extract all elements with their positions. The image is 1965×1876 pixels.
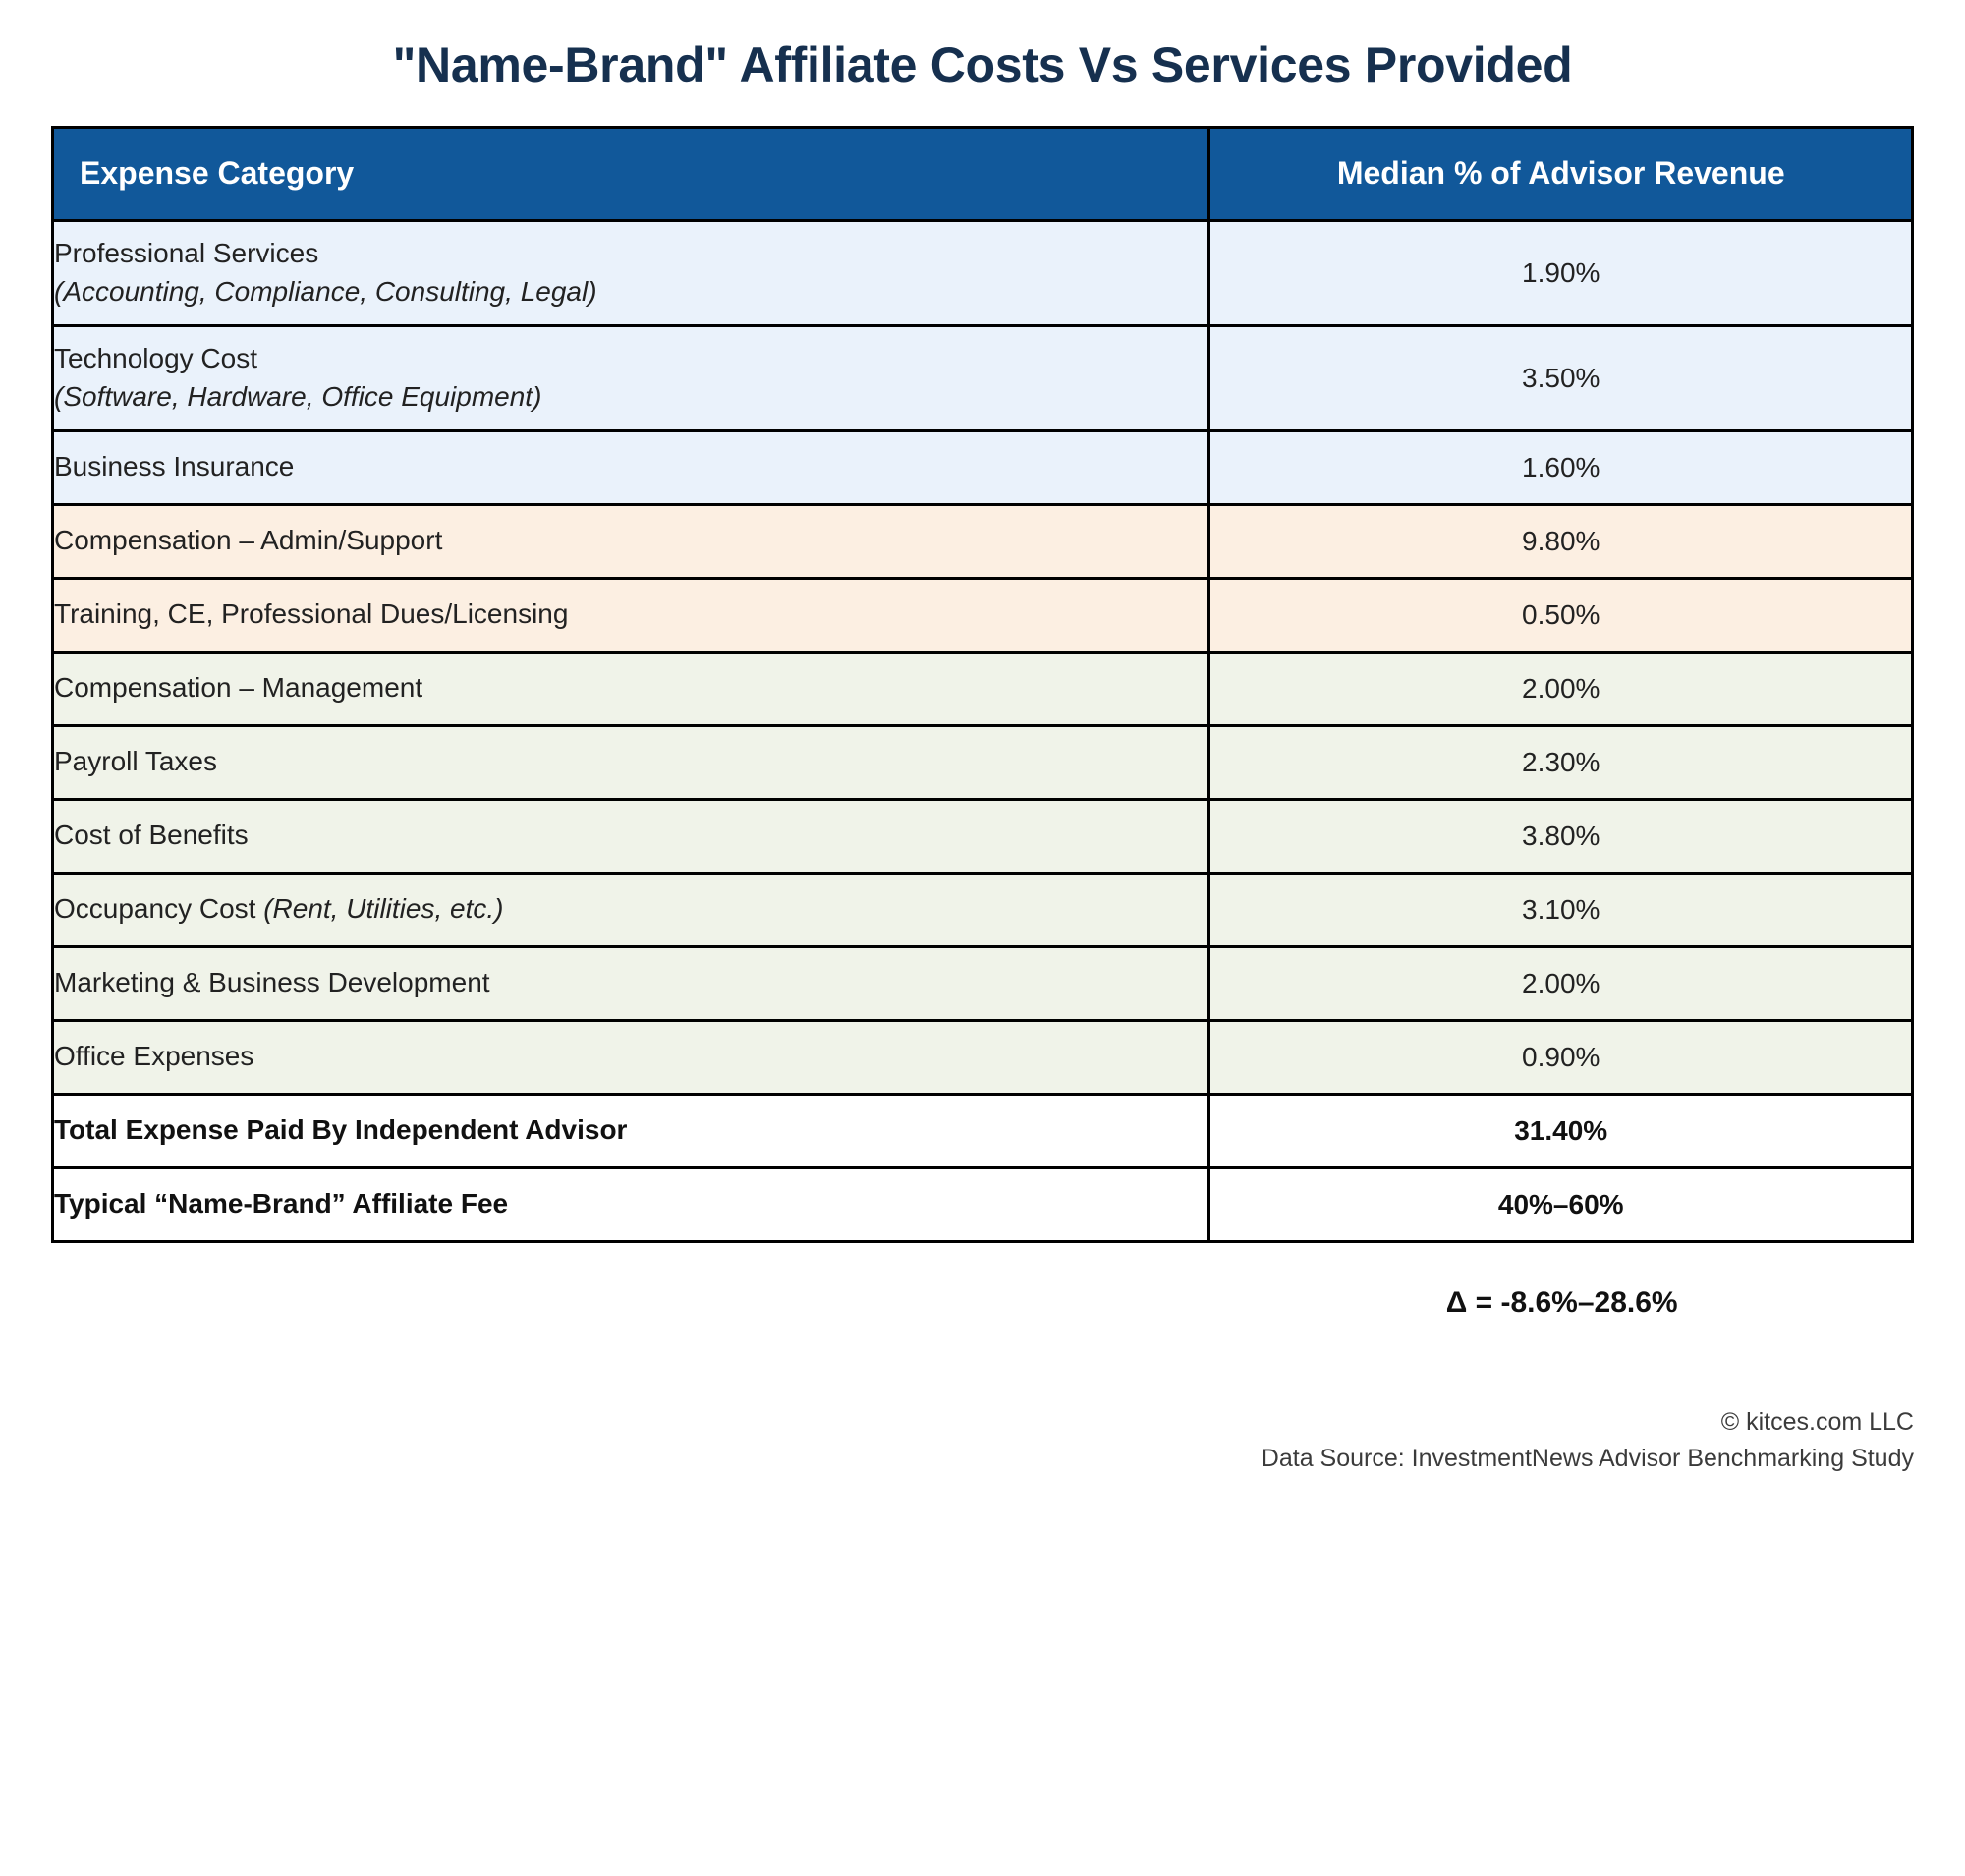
- cell-median-percent: 2.00%: [1209, 946, 1913, 1020]
- expense-category-name: Compensation – Admin/Support: [54, 525, 443, 556]
- cell-expense-category: [53, 799, 1209, 873]
- cell-median-percent: 0.50%: [1209, 578, 1913, 652]
- expense-category-detail: (Rent, Utilities, etc.): [263, 893, 504, 925]
- table-head: [53, 127, 1913, 220]
- table-row: [53, 504, 1913, 578]
- expense-category-name: Payroll Taxes: [54, 746, 218, 777]
- expense-category-name: Office Expenses: [54, 1041, 254, 1072]
- table-header-row: [53, 127, 1913, 220]
- column-header-expense-category-label: Expense Category: [80, 155, 355, 192]
- table-row: [53, 652, 1913, 725]
- table-row: [53, 325, 1913, 430]
- cell-expense-category: [53, 325, 1209, 430]
- table-row: [53, 725, 1913, 799]
- expense-category-detail: (Accounting, Compliance, Consulting, Legal): [54, 275, 597, 307]
- table-row: [53, 1167, 1913, 1241]
- cell-expense-category: [53, 578, 1209, 652]
- cost-table: [51, 126, 1914, 1243]
- cell-expense-category: [53, 430, 1209, 504]
- page-title: "Name-Brand" Affiliate Costs Vs Services Provided: [392, 37, 1573, 92]
- expense-category-name: Training, CE, Professional Dues/Licensing: [54, 598, 569, 630]
- table-row: [53, 220, 1913, 325]
- table-row: [53, 946, 1913, 1020]
- table-row: [53, 873, 1913, 946]
- expense-category-name: Technology Cost: [54, 343, 258, 374]
- column-header-expense-category: [53, 127, 1209, 220]
- column-header-median-percent: [1209, 127, 1913, 220]
- cell-expense-category: [53, 220, 1209, 325]
- expense-category-name: Total Expense Paid By Independent Advisor: [54, 1114, 628, 1146]
- expense-category-name: Compensation – Management: [54, 672, 423, 704]
- cell-median-percent: 1.90%: [1209, 220, 1913, 325]
- cell-expense-category: [53, 725, 1209, 799]
- delta-line: [51, 1243, 1914, 1320]
- table-row: [53, 578, 1913, 652]
- cell-expense-category: [53, 873, 1209, 946]
- cell-median-percent: 3.80%: [1209, 799, 1913, 873]
- cell-median-percent: 9.80%: [1209, 504, 1913, 578]
- table-body: [53, 220, 1913, 1241]
- cell-expense-category: [53, 946, 1209, 1020]
- expense-category-name: Occupancy Cost: [54, 893, 264, 925]
- cell-median-percent: 2.30%: [1209, 725, 1913, 799]
- table-row: [53, 1094, 1913, 1167]
- column-header-median-percent-label: Median % of Advisor Revenue: [1336, 155, 1785, 192]
- expense-category-detail: (Software, Hardware, Office Equipment): [54, 380, 542, 412]
- footer: [51, 1320, 1914, 1478]
- cell-median-percent: 3.50%: [1209, 325, 1913, 430]
- cell-expense-category: [53, 504, 1209, 578]
- cell-expense-category: [53, 652, 1209, 725]
- cell-expense-category: [53, 1020, 1209, 1094]
- cell-expense-category: [53, 1094, 1209, 1167]
- cell-median-percent: 40%–60%: [1209, 1167, 1913, 1241]
- cell-median-percent: 3.10%: [1209, 873, 1913, 946]
- cell-median-percent: 31.40%: [1209, 1094, 1913, 1167]
- expense-category-name: Typical “Name-Brand” Affiliate Fee: [54, 1188, 509, 1220]
- cost-table-container: [51, 126, 1914, 1243]
- cell-expense-category: [53, 1167, 1209, 1241]
- footer-copyright: © kitces.com LLC: [1720, 1407, 1914, 1436]
- expense-category-name: Business Insurance: [54, 451, 295, 483]
- expense-category-name: Professional Services: [54, 238, 319, 269]
- table-row: [53, 430, 1913, 504]
- table-row: [53, 799, 1913, 873]
- delta-value: Δ = -8.6%–28.6%: [1445, 1285, 1678, 1319]
- expense-category-name: Marketing & Business Development: [54, 967, 490, 998]
- footer-data-source: Data Source: InvestmentNews Advisor Benchmarking Study: [1261, 1445, 1914, 1472]
- table-row: [53, 1020, 1913, 1094]
- cell-median-percent: 2.00%: [1209, 652, 1913, 725]
- expense-category-name: Cost of Benefits: [54, 820, 249, 851]
- cell-median-percent: 1.60%: [1209, 430, 1913, 504]
- cell-median-percent: 0.90%: [1209, 1020, 1913, 1094]
